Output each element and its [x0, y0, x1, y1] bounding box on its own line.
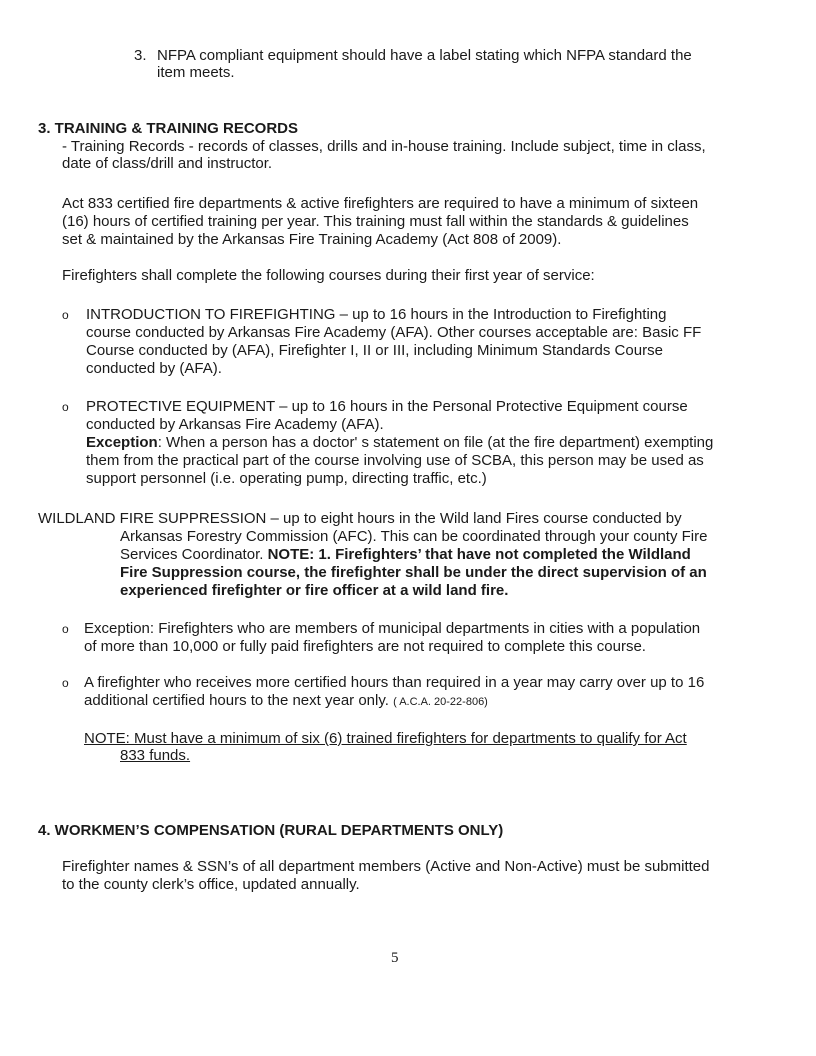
bullet-line: Exception: Firefighters who are members of municipal departments in cities with a population	[84, 620, 701, 637]
bullet-line	[86, 434, 713, 451]
wildland-line: Arkansas Forestry Commission (AFC). This can be coordinated through your county Fire	[120, 528, 708, 545]
bullet-line	[84, 692, 488, 711]
wildland-note: NOTE: 1. Firefighters’ that have not completed the Wildland	[267, 546, 691, 563]
bullet-line: of more than 10,000 or fully paid firefighters are not required to complete this course.	[84, 638, 646, 655]
list-item-text: item meets.	[157, 64, 235, 81]
bullet-line: INTRODUCTION TO FIREFIGHTING – up to 16 hours in the Introduction to Firefighting	[86, 306, 667, 323]
bullet-line: conducted by Arkansas Fire Academy (AFA).	[86, 416, 384, 433]
paragraph-line: - Training Records - records of classes, drills and in-house training. Include subject, time in class,	[62, 138, 706, 155]
section-heading: 4. WORKMEN’S COMPENSATION (RURAL DEPARTMENTS ONLY)	[38, 822, 504, 839]
bullet-line: Course conducted by (AFA), Firefighter I, II or III, including Minimum Standards Course	[86, 342, 663, 359]
bullet-line: conducted by (AFA).	[86, 360, 222, 377]
paragraph-line: Act 833 certified fire departments & active firefighters are required to have a minimum of sixteen	[62, 195, 699, 212]
bullet-icon: o	[62, 308, 69, 322]
paragraph-line: set & maintained by the Arkansas Fire Training Academy (Act 808 of 2009).	[62, 231, 562, 248]
bullet-line: them from the practical part of the course involving use of SCBA, this person may be used as	[86, 452, 704, 469]
paragraph-line: Firefighters shall complete the following courses during their first year of service:	[62, 267, 595, 284]
note-line: 833 funds.	[120, 747, 191, 764]
bullet-text: additional certified hours to the next year only.	[84, 692, 394, 709]
wildland-note: experienced firefighter or fire officer at a wild land fire.	[120, 582, 509, 599]
wildland-text: Services Coordinator.	[120, 546, 268, 563]
paragraph-line: (16) hours of certified training per year. This training must fall within the standards & guidelines	[62, 213, 689, 230]
bullet-line: support personnel (i.e. operating pump, directing traffic, etc.)	[86, 470, 487, 487]
list-item-text: NFPA compliant equipment should have a label stating which NFPA standard the	[157, 47, 692, 64]
section-heading: 3. TRAINING & TRAINING RECORDS	[38, 120, 299, 137]
exception-label: Exception	[86, 434, 158, 451]
page-number: 5	[391, 950, 399, 966]
paragraph-line: to the county clerk’s office, updated annually.	[62, 876, 360, 893]
exception-text: : When a person has a doctor' s statement on file (at the fire department) exempting	[157, 434, 714, 451]
bullet-icon: o	[62, 676, 69, 690]
bullet-line: A firefighter who receives more certified hours than required in a year may carry over up to 16	[84, 674, 705, 691]
wildland-note: Fire Suppression course, the firefighter shall be under the direct supervision of an	[120, 564, 707, 581]
note-line: NOTE: Must have a minimum of six (6) trained firefighters for departments to qualify for Act	[84, 730, 687, 747]
bullet-line: course conducted by Arkansas Fire Academy (AFA). Other courses acceptable are: Basic FF	[86, 324, 702, 341]
paragraph-line: Firefighter names & SSN’s of all department members (Active and Non-Active) must be submitted	[62, 858, 710, 875]
citation: ( A.C.A. 20-22-806)	[393, 696, 488, 708]
bullet-line: PROTECTIVE EQUIPMENT – up to 16 hours in the Personal Protective Equipment course	[86, 398, 688, 415]
bullet-icon: o	[62, 400, 69, 414]
paragraph-line: date of class/drill and instructor.	[62, 155, 273, 172]
list-item-number: 3.	[134, 47, 147, 64]
wildland-line: WILDLAND FIRE SUPPRESSION – up to eight hours in the Wild land Fires course conducted by	[38, 510, 682, 527]
wildland-line	[120, 546, 691, 563]
bullet-icon: o	[62, 622, 69, 636]
